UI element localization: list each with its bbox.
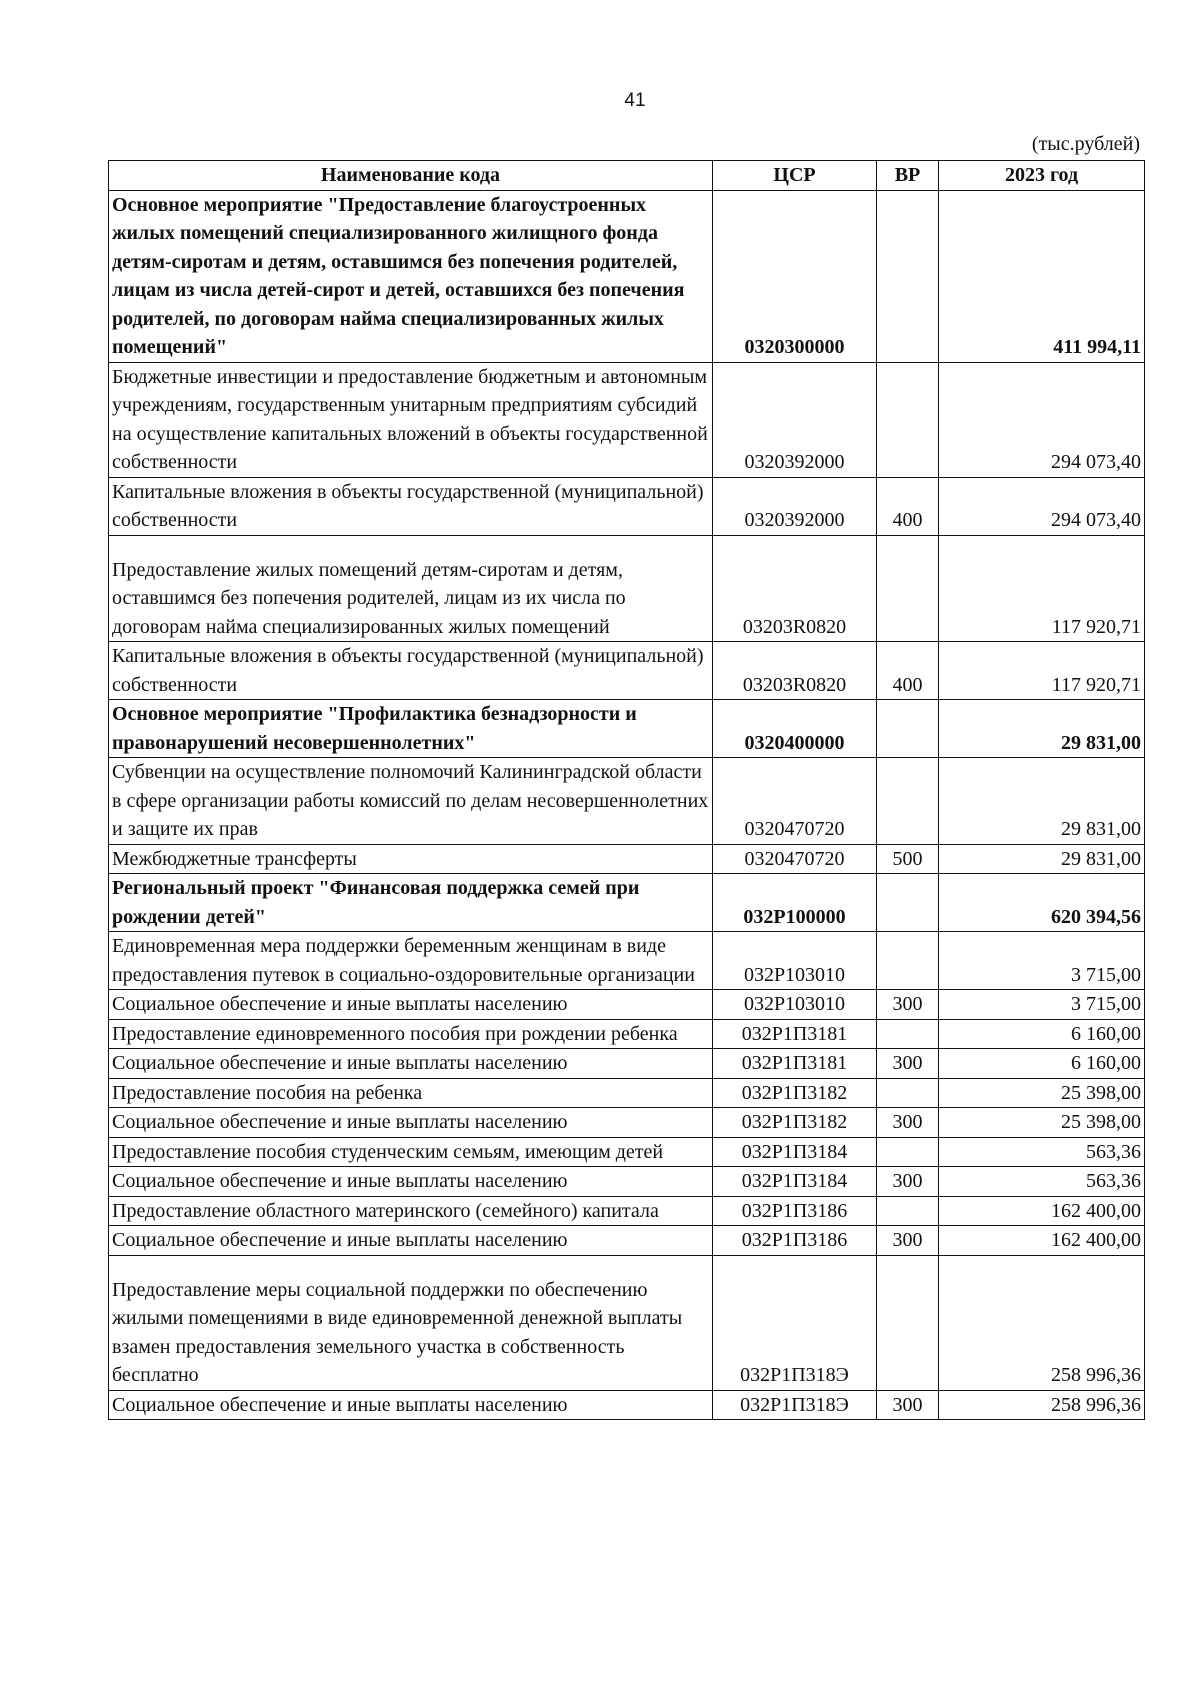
row-amount-cell: 25 398,00	[939, 1078, 1145, 1108]
row-csr-cell: 032P1П318Э	[713, 1390, 877, 1420]
header-csr: ЦСР	[713, 161, 877, 191]
row-amount-cell: 6 160,00	[939, 1019, 1145, 1049]
row-amount-cell: 563,36	[939, 1137, 1145, 1167]
row-amount-cell: 563,36	[939, 1167, 1145, 1197]
row-vr-cell	[877, 758, 939, 845]
row-name-cell: Субвенции на осуществление полномочий Калининградской области в сфере организации работы комиссий по делам несовершеннолетних и защите их прав	[109, 758, 713, 845]
row-csr-cell: 0320470720	[713, 844, 877, 874]
table-row	[109, 190, 1145, 362]
row-name-cell: Предоставление меры социальной поддержки по обеспечению жилыми помещениями в виде единовременной денежной выплаты взамен предоставления земельного участка в собственность бесплатно	[109, 1255, 713, 1390]
row-csr-cell: 032P103010	[713, 932, 877, 990]
row-name-cell: Социальное обеспечение и иные выплаты населению	[109, 990, 713, 1020]
row-csr-cell: 032P1П3186	[713, 1196, 877, 1226]
row-name-cell: Предоставление жилых помещений детям-сиротам и детям, оставшимся без попечения родителей, лицам из их числа по договорам найма специализированных жилых помещений	[109, 535, 713, 642]
table-row	[109, 932, 1145, 990]
row-name-cell: Социальное обеспечение и иные выплаты населению	[109, 1390, 713, 1420]
row-vr-cell: 300	[877, 1390, 939, 1420]
row-amount-cell: 25 398,00	[939, 1108, 1145, 1138]
row-amount-cell: 117 920,71	[939, 535, 1145, 642]
table-row	[109, 362, 1145, 477]
row-amount-cell: 411 994,11	[939, 190, 1145, 362]
row-vr-cell	[877, 1078, 939, 1108]
table-row	[109, 758, 1145, 845]
table-row	[109, 477, 1145, 535]
units-note: (тыс.рублей)	[1031, 133, 1140, 155]
row-amount-cell: 162 400,00	[939, 1196, 1145, 1226]
row-name-cell: Социальное обеспечение и иные выплаты населению	[109, 1226, 713, 1256]
row-vr-cell	[877, 535, 939, 642]
row-vr-cell	[877, 1255, 939, 1390]
row-vr-cell	[877, 874, 939, 932]
row-vr-cell	[877, 362, 939, 477]
row-amount-cell: 294 073,40	[939, 477, 1145, 535]
table-row	[109, 1019, 1145, 1049]
row-name-cell: Предоставление пособия студенческим семьям, имеющим детей	[109, 1137, 713, 1167]
table-row	[109, 1255, 1145, 1390]
row-amount-cell: 3 715,00	[939, 990, 1145, 1020]
row-amount-cell: 258 996,36	[939, 1255, 1145, 1390]
row-vr-cell: 400	[877, 477, 939, 535]
row-amount-cell: 620 394,56	[939, 874, 1145, 932]
row-csr-cell: 032P1П3186	[713, 1226, 877, 1256]
row-vr-cell: 300	[877, 990, 939, 1020]
row-amount-cell: 162 400,00	[939, 1226, 1145, 1256]
row-csr-cell: 032P1П3182	[713, 1078, 877, 1108]
table-row	[109, 1390, 1145, 1420]
row-csr-cell: 03203R0820	[713, 642, 877, 700]
table-row	[109, 700, 1145, 758]
row-vr-cell: 500	[877, 844, 939, 874]
table-row	[109, 990, 1145, 1020]
table-row	[109, 1196, 1145, 1226]
row-csr-cell: 032P1П318Э	[713, 1255, 877, 1390]
header-name: Наименование кода	[109, 161, 713, 191]
row-vr-cell	[877, 700, 939, 758]
header-vr: ВР	[877, 161, 939, 191]
row-csr-cell: 0320392000	[713, 362, 877, 477]
row-vr-cell: 300	[877, 1167, 939, 1197]
row-vr-cell: 400	[877, 642, 939, 700]
row-csr-cell: 032P1П3184	[713, 1167, 877, 1197]
table-row	[109, 1078, 1145, 1108]
table-body	[109, 190, 1145, 1420]
row-csr-cell: 032P100000	[713, 874, 877, 932]
row-name-cell: Предоставление областного материнского (семейного) капитала	[109, 1196, 713, 1226]
page-number: 41	[624, 90, 646, 111]
row-csr-cell: 0320300000	[713, 190, 877, 362]
row-name-cell: Предоставление пособия на ребенка	[109, 1078, 713, 1108]
row-csr-cell: 032P1П3182	[713, 1108, 877, 1138]
row-vr-cell	[877, 190, 939, 362]
table-row	[109, 535, 1145, 642]
row-csr-cell: 032P1П3184	[713, 1137, 877, 1167]
table-row	[109, 1049, 1145, 1079]
budget-table	[108, 160, 1145, 1420]
row-csr-cell: 032P103010	[713, 990, 877, 1020]
table-row	[109, 844, 1145, 874]
row-name-cell: Капитальные вложения в объекты государственной (муниципальной) собственности	[109, 642, 713, 700]
table-row	[109, 1137, 1145, 1167]
row-amount-cell: 29 831,00	[939, 700, 1145, 758]
row-name-cell: Единовременная мера поддержки беременным женщинам в виде предоставления путевок в социально-оздоровительные организации	[109, 932, 713, 990]
row-vr-cell: 300	[877, 1108, 939, 1138]
row-amount-cell: 294 073,40	[939, 362, 1145, 477]
row-name-cell: Основное мероприятие "Предоставление благоустроенных жилых помещений специализированного жилищного фонда детям-сиротам и детям, оставшимся без попечения родителей, лицам из числа детей-сирот и детей, оставшихся без попечения родителей, по договорам найма специализированных жилых помещений"	[109, 190, 713, 362]
table-header-row	[109, 161, 1145, 191]
row-csr-cell: 032P1П3181	[713, 1019, 877, 1049]
row-amount-cell: 258 996,36	[939, 1390, 1145, 1420]
table-row	[109, 874, 1145, 932]
table-row	[109, 1226, 1145, 1256]
row-name-cell: Социальное обеспечение и иные выплаты населению	[109, 1049, 713, 1079]
row-name-cell: Бюджетные инвестиции и предоставление бюджетным и автономным учреждениям, государственным унитарным предприятиям субсидий на осуществление капитальных вложений в объекты государственной собственности	[109, 362, 713, 477]
row-amount-cell: 117 920,71	[939, 642, 1145, 700]
header-amount: 2023 год	[939, 161, 1145, 191]
table-row	[109, 1167, 1145, 1197]
row-vr-cell: 300	[877, 1049, 939, 1079]
row-vr-cell: 300	[877, 1226, 939, 1256]
row-amount-cell: 29 831,00	[939, 758, 1145, 845]
row-name-cell: Предоставление единовременного пособия при рождении ребенка	[109, 1019, 713, 1049]
row-amount-cell: 29 831,00	[939, 844, 1145, 874]
row-name-cell: Основное мероприятие "Профилактика безнадзорности и правонарушений несовершеннолетних"	[109, 700, 713, 758]
row-vr-cell	[877, 1137, 939, 1167]
row-name-cell: Региональный проект "Финансовая поддержка семей при рождении детей"	[109, 874, 713, 932]
row-name-cell: Социальное обеспечение и иные выплаты населению	[109, 1108, 713, 1138]
row-csr-cell: 0320470720	[713, 758, 877, 845]
row-name-cell: Капитальные вложения в объекты государственной (муниципальной) собственности	[109, 477, 713, 535]
row-csr-cell: 0320392000	[713, 477, 877, 535]
row-csr-cell: 032P1П3181	[713, 1049, 877, 1079]
row-vr-cell	[877, 1019, 939, 1049]
table-row	[109, 1108, 1145, 1138]
row-vr-cell	[877, 1196, 939, 1226]
row-name-cell: Межбюджетные трансферты	[109, 844, 713, 874]
row-vr-cell	[877, 932, 939, 990]
row-amount-cell: 3 715,00	[939, 932, 1145, 990]
table-row	[109, 642, 1145, 700]
row-csr-cell: 0320400000	[713, 700, 877, 758]
row-amount-cell: 6 160,00	[939, 1049, 1145, 1079]
row-csr-cell: 03203R0820	[713, 535, 877, 642]
row-name-cell: Социальное обеспечение и иные выплаты населению	[109, 1167, 713, 1197]
